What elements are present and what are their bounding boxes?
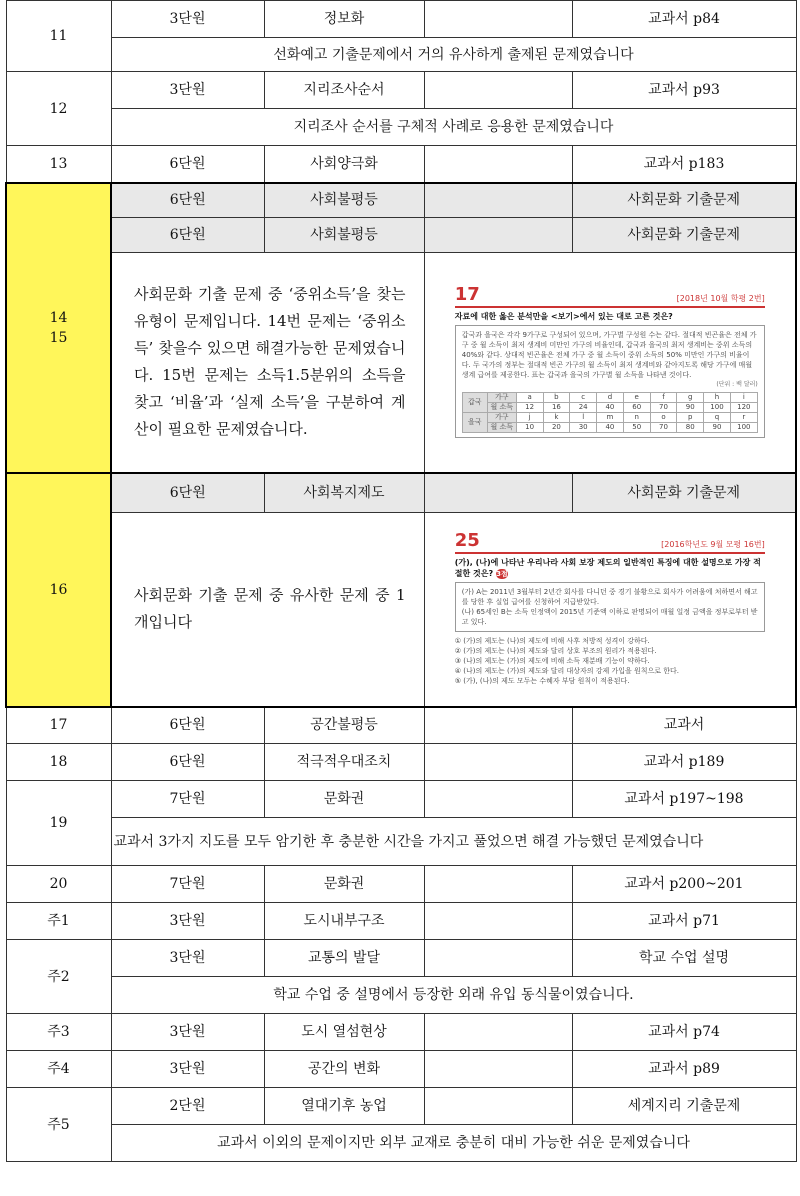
unit-cell: 6단원 — [111, 707, 264, 744]
figure-cell: 40 — [597, 403, 624, 413]
figure-options — [455, 636, 765, 686]
figure-cell: 90 — [704, 423, 731, 433]
figure-cell: q — [704, 413, 731, 423]
unit-cell: 3단원 — [111, 940, 264, 977]
topic-cell: 열대기후 농업 — [264, 1088, 424, 1125]
figure-question-text: (가), (나)에 나타난 우리나라 사회 보장 제도의 일반적인 특징에 대한 설명으로 가장 적절한 것은? — [454, 558, 761, 579]
topic-cell: 적극적우대조치 — [264, 744, 424, 781]
question-number: 19 — [6, 781, 111, 866]
figure-cell: n — [623, 413, 650, 423]
question-number: 18 — [6, 744, 111, 781]
table-row — [6, 146, 796, 183]
description-cell: 사회문화 기출 문제 중 ‘중위소득’을 찾는 유형이 문제입니다. 14번 문제는 ‘중위소득’ 찾을수 있으면 해결가능한 문제였습니다. 15번 문제는 소득1.5분위의 소득을 찾고 ‘비율’과 ‘실제 소득’을 구분하여 계산이 필요한 문제였습니다. — [111, 253, 424, 473]
table-row — [6, 1125, 796, 1162]
unit-cell: 3단원 — [111, 1, 264, 38]
topic-cell: 문화권 — [264, 781, 424, 818]
source-cell: 사회문화 기출문제 — [572, 218, 796, 253]
figure-cell: 20 — [543, 423, 570, 433]
table-row — [6, 1051, 796, 1088]
topic-cell: 지리조사순서 — [264, 72, 424, 109]
figure-cell: 70 — [650, 423, 677, 433]
figure-cell: 16 — [543, 403, 570, 413]
source-cell: 교과서 p89 — [572, 1051, 796, 1088]
unit-cell: 6단원 — [111, 183, 264, 218]
empty-cell — [424, 940, 572, 977]
empty-cell — [424, 744, 572, 781]
source-cell: 교과서 p74 — [572, 1014, 796, 1051]
unit-cell: 3단원 — [111, 1051, 264, 1088]
note-cell: 선화예고 기출문제에서 거의 유사하게 출제된 문제였습니다 — [111, 38, 796, 72]
source-cell: 사회문화 기출문제 — [572, 473, 796, 513]
topic-cell: 사회불평등 — [264, 183, 424, 218]
empty-cell — [424, 1051, 572, 1088]
empty-cell — [424, 781, 572, 818]
table-row — [6, 744, 796, 781]
figure-question: 자료에 대한 옳은 분석만을 <보기>에서 있는 대로 고른 것은? — [454, 312, 673, 322]
figure-cell: m — [597, 413, 624, 423]
points-badge: 3점 — [496, 569, 508, 578]
question-number: 14 15 — [6, 183, 111, 473]
figure-unit: (단위 : 백 달러) — [716, 381, 758, 389]
figure-option: ② (가)의 제도는 (나)의 제도와 달리 상호 부조의 원리가 적용된다. — [454, 647, 657, 656]
question-number: 주3 — [6, 1014, 111, 1051]
table-row — [6, 707, 796, 744]
figure-source: [2018년 10월 학평 2번] — [676, 294, 765, 304]
empty-cell — [424, 903, 572, 940]
figure-cell: g — [677, 393, 704, 403]
topic-cell: 사회불평등 — [264, 218, 424, 253]
figure-cell: 갑국 — [462, 393, 487, 413]
figure-cell: 50 — [623, 423, 650, 433]
question-number: 주4 — [6, 1051, 111, 1088]
note-cell: 교과서 이외의 문제이지만 외부 교재로 충분히 대비 가능한 쉬운 문제였습니다 — [111, 1125, 796, 1162]
figure-question-number: 25 — [454, 530, 480, 552]
figure-cell: 가구 — [487, 393, 516, 403]
topic-cell: 문화권 — [264, 866, 424, 903]
table-row — [6, 903, 796, 940]
figure-cell: 70 — [650, 403, 677, 413]
figure-option: ④ (나)의 제도는 (가)의 제도와 달리 대상자의 강제 가입을 원칙으로 한다. — [454, 667, 679, 676]
note-cell: 지리조사 순서를 구체적 사례로 응용한 문제였습니다 — [111, 109, 796, 146]
exam-question-17-image — [455, 286, 765, 438]
empty-cell — [424, 1014, 572, 1051]
figure-passage-text: 갑국과 을국은 각각 9가구로 구성되어 있으며, 가구별 구성원 수는 같다. 절대적 빈곤율은 전체 가구 중 월 소득이 최저 생계비 미만인 가구의 비율인데, 갑국과 을국의 최저 생계비는 중위 소득의 40%와 같다. 상대적 빈곤율은 전체 가구 중 월 소득이 중위 소득의 50% 미만인 가구의 비율이다. 두 국가의 정부는 절대적 빈곤 가구의 월 소득이 최저 생계비와 같아지도록 해당 가구에 매월 생계 급여를 제공한다. 표는 갑국과 을국의 가구별 월 소득을 나타낸 것이다. — [461, 331, 757, 380]
figure-passage-text: (가) A는 2011년 3월부터 2년간 회사를 다니던 중 경기 불황으로 회사가 어려움에 처하면서 해고를 당한 후 실업 급여를 신청하여 지급받았다. — [461, 588, 758, 607]
figure-cell: l — [570, 413, 597, 423]
figure-cell: f — [650, 393, 677, 403]
source-cell: 세계지리 기출문제 — [572, 1088, 796, 1125]
question-number: 16 — [6, 473, 111, 707]
source-cell: 교과서 p84 — [572, 1, 796, 38]
figure-cell: 12 — [516, 403, 543, 413]
unit-cell: 3단원 — [111, 72, 264, 109]
table-row — [6, 38, 796, 72]
figure-cell: k — [543, 413, 570, 423]
unit-cell: 7단원 — [111, 866, 264, 903]
note-cell: 교과서 3가지 지도를 모두 암기한 후 충분한 시간을 가지고 풀었으면 해결 가능했던 문제였습니다 — [111, 818, 796, 866]
figure-cell: 40 — [597, 423, 624, 433]
empty-cell — [424, 183, 572, 218]
table-row — [6, 1088, 796, 1125]
figure-cell: 60 — [623, 403, 650, 413]
figure-cell: 100 — [704, 403, 731, 413]
source-cell: 교과서 p93 — [572, 72, 796, 109]
empty-cell — [424, 707, 572, 744]
topic-cell: 정보화 — [264, 1, 424, 38]
source-cell: 교과서 — [572, 707, 796, 744]
question-number: 주1 — [6, 903, 111, 940]
topic-cell: 사회복지제도 — [264, 473, 424, 513]
exam-figure-cell — [424, 253, 796, 473]
figure-cell: 월 소득 — [487, 403, 516, 413]
table-row — [6, 940, 796, 977]
unit-cell: 3단원 — [111, 903, 264, 940]
table-row — [6, 473, 796, 513]
unit-cell: 6단원 — [111, 744, 264, 781]
figure-cell: 월 소득 — [487, 423, 516, 433]
table-row — [6, 253, 796, 473]
figure-option: ③ (나)의 제도는 (가)의 제도에 비해 소득 재분배 기능이 약하다. — [454, 657, 650, 666]
empty-cell — [424, 1088, 572, 1125]
figure-cell: r — [730, 413, 757, 423]
figure-cell: i — [730, 393, 757, 403]
table-row — [6, 866, 796, 903]
figure-cell: e — [623, 393, 650, 403]
figure-cell: 가구 — [487, 413, 516, 423]
table-row — [6, 781, 796, 818]
topic-cell: 공간의 변화 — [264, 1051, 424, 1088]
unit-cell: 7단원 — [111, 781, 264, 818]
exam-analysis-table — [5, 0, 797, 1162]
unit-cell: 6단원 — [111, 218, 264, 253]
figure-passage — [455, 582, 765, 632]
figure-cell: b — [543, 393, 570, 403]
table-row — [6, 1, 796, 38]
figure-cell: 10 — [516, 423, 543, 433]
figure-passage-text: (나) 65세인 B는 소득 인정액이 2015년 기준액 이하로 판명되어 매월 일정 금액을 정부로부터 받고 있다. — [461, 608, 758, 627]
figure-cell: c — [570, 393, 597, 403]
unit-cell: 3단원 — [111, 1014, 264, 1051]
source-cell: 사회문화 기출문제 — [572, 183, 796, 218]
topic-cell: 도시내부구조 — [264, 903, 424, 940]
figure-cell: 100 — [730, 423, 757, 433]
question-number: 17 — [6, 707, 111, 744]
figure-option: ① (가)의 제도는 (나)의 제도에 비해 사후 처방적 성격이 강하다. — [454, 637, 650, 646]
unit-cell: 2단원 — [111, 1088, 264, 1125]
source-cell: 교과서 p183 — [572, 146, 796, 183]
figure-cell: 24 — [570, 403, 597, 413]
empty-cell — [424, 1, 572, 38]
table-row — [6, 183, 796, 218]
question-number: 20 — [6, 866, 111, 903]
figure-cell: j — [516, 413, 543, 423]
empty-cell — [424, 72, 572, 109]
figure-cell: h — [704, 393, 731, 403]
figure-cell: 30 — [570, 423, 597, 433]
table-row — [6, 218, 796, 253]
unit-cell: 6단원 — [111, 146, 264, 183]
table-row — [6, 1014, 796, 1051]
figure-cell: d — [597, 393, 624, 403]
empty-cell — [424, 866, 572, 903]
table-row — [6, 977, 796, 1014]
question-number: 주5 — [6, 1088, 111, 1162]
figure-cell: 120 — [730, 403, 757, 413]
exam-question-25-image — [455, 532, 765, 686]
table-row — [6, 72, 796, 109]
question-number: 11 — [6, 1, 111, 72]
source-cell: 교과서 p189 — [572, 744, 796, 781]
topic-cell: 사회양극화 — [264, 146, 424, 183]
figure-income-table — [462, 392, 758, 433]
question-number: 12 — [6, 72, 111, 146]
figure-cell: 90 — [677, 403, 704, 413]
source-cell: 교과서 p200~201 — [572, 866, 796, 903]
figure-cell: 을국 — [462, 413, 487, 433]
source-cell: 교과서 p71 — [572, 903, 796, 940]
topic-cell: 교통의 발달 — [264, 940, 424, 977]
empty-cell — [424, 473, 572, 513]
table-row — [6, 513, 796, 707]
question-number: 13 — [6, 146, 111, 183]
exam-figure-cell — [424, 513, 796, 707]
description-cell: 사회문화 기출 문제 중 유사한 문제 중 1개입니다 — [111, 513, 424, 707]
figure-option: ⑤ (가), (나)의 제도 모두는 수혜자 부담 원칙이 적용된다. — [454, 677, 630, 686]
topic-cell: 공간불평등 — [264, 707, 424, 744]
source-cell: 학교 수업 설명 — [572, 940, 796, 977]
unit-cell: 6단원 — [111, 473, 264, 513]
empty-cell — [424, 218, 572, 253]
figure-passage — [455, 325, 765, 438]
figure-cell: o — [650, 413, 677, 423]
figure-question-number: 17 — [454, 284, 480, 306]
figure-source: [2016학년도 9월 모평 16번] — [661, 540, 765, 550]
question-number: 주2 — [6, 940, 111, 1014]
figure-cell: 80 — [677, 423, 704, 433]
table-row — [6, 109, 796, 146]
source-cell: 교과서 p197~198 — [572, 781, 796, 818]
figure-cell: p — [677, 413, 704, 423]
figure-question — [455, 557, 765, 579]
figure-cell: a — [516, 393, 543, 403]
topic-cell: 도시 열섬현상 — [264, 1014, 424, 1051]
table-row — [6, 818, 796, 866]
note-cell: 학교 수업 중 설명에서 등장한 외래 유입 동식물이였습니다. — [111, 977, 796, 1014]
empty-cell — [424, 146, 572, 183]
